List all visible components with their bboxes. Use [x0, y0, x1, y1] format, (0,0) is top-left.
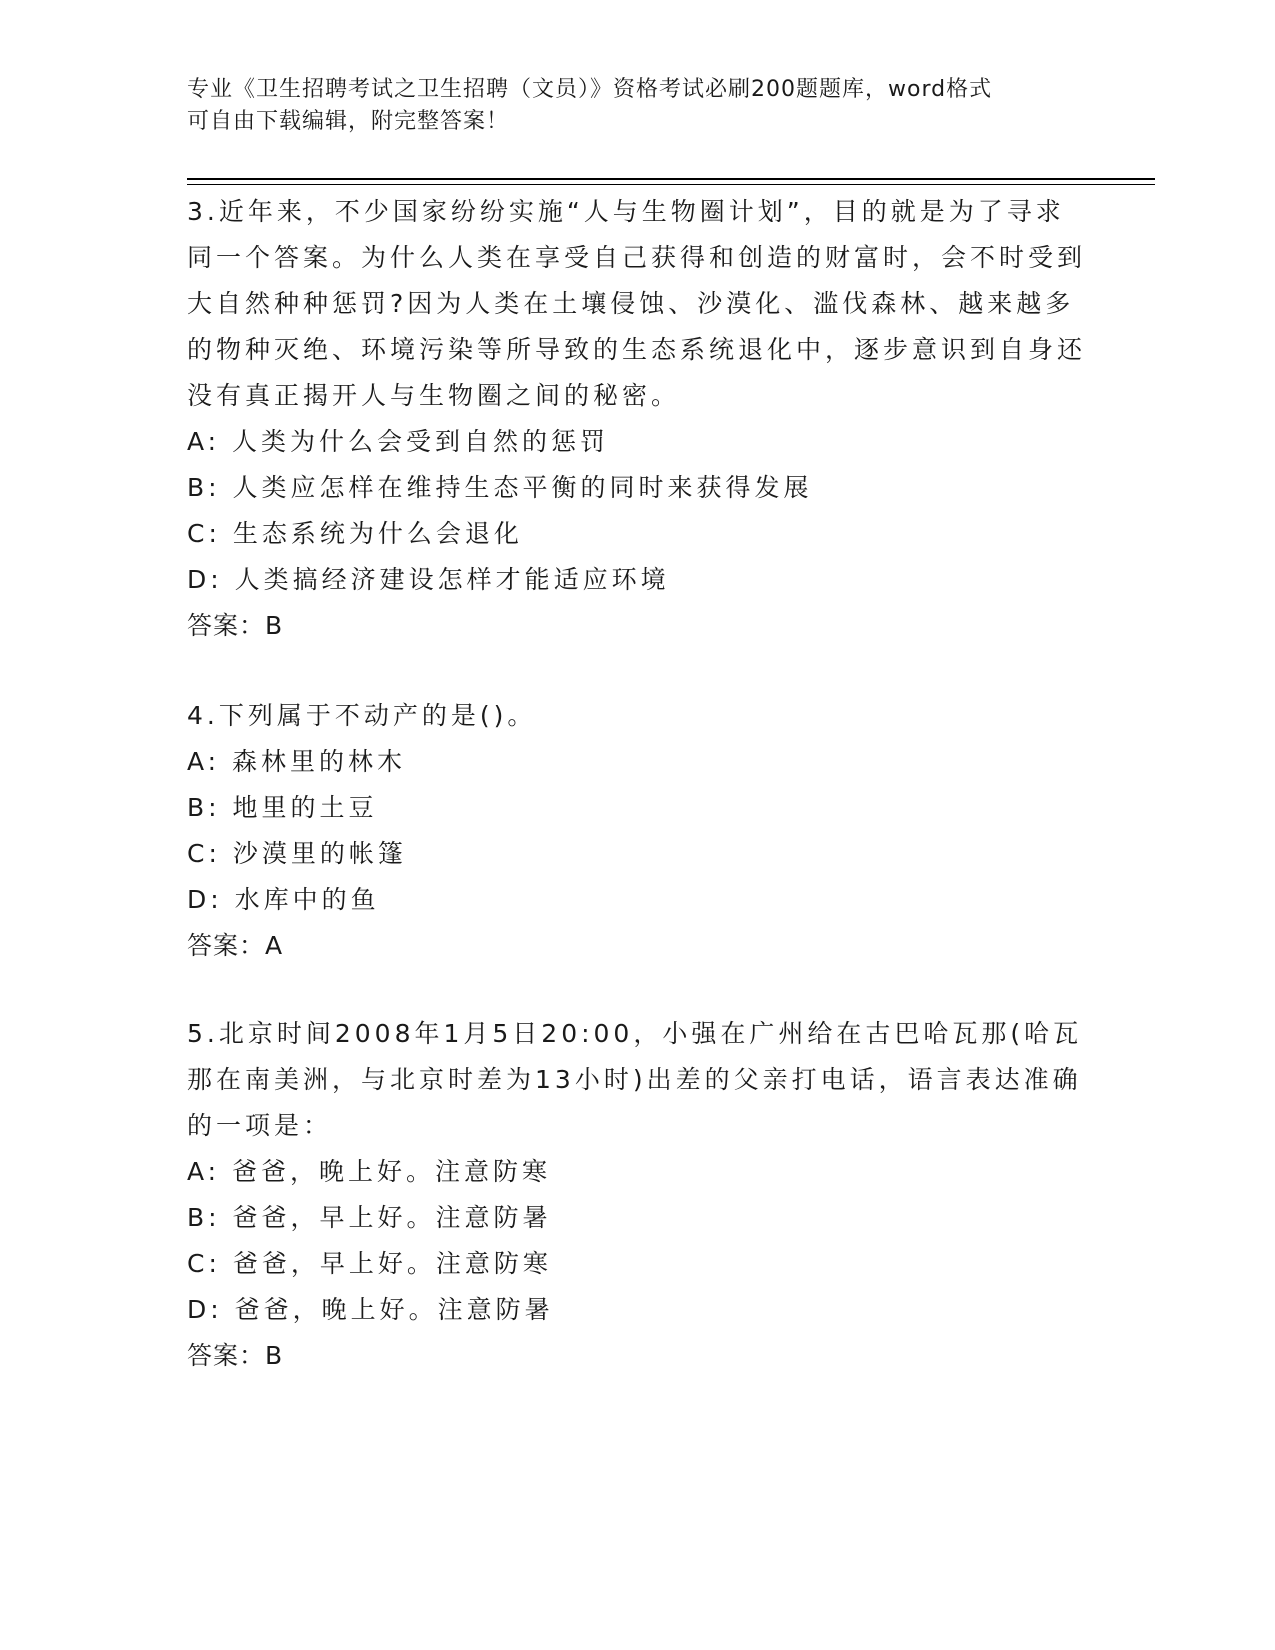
- option-b: B: 爸爸，早上好。注意防暑: [187, 1203, 552, 1232]
- question-3: [187, 189, 1087, 649]
- answer-line: 答案：B: [187, 1341, 284, 1370]
- option-c: C: 沙漠里的帐篷: [187, 839, 407, 868]
- document-header: [187, 74, 1067, 138]
- question-5: [187, 1011, 1087, 1379]
- option-b: B: 地里的土豆: [187, 793, 378, 822]
- question-4: [187, 693, 1087, 969]
- question-stem: 4.下列属于不动产的是()。: [187, 701, 537, 730]
- header-line-2: 可自由下载编辑，附完整答案！: [187, 109, 510, 134]
- option-c: C: 爸爸，早上好。注意防寒: [187, 1249, 552, 1278]
- header-divider-thin: [187, 184, 1155, 185]
- question-stem: 5.北京时间2008年1月5日20:00，小强在广州给在古巴哈瓦那(哈瓦那在南美洲，与北京时差为13小时)出差的父亲打电话，语言表达准确的一项是：: [187, 1019, 1083, 1140]
- option-a: A: 爸爸，晚上好。注意防寒: [187, 1157, 552, 1186]
- option-a: A: 人类为什么会受到自然的惩罚: [187, 427, 610, 456]
- option-b: B: 人类应怎样在维持生态平衡的同时来获得发展: [187, 473, 813, 502]
- question-stem: 3.近年来，不少国家纷纷实施“人与生物圈计划”，目的就是为了寻求同一个答案。为什么人类在享受自己获得和创造的财富时，会不时受到大自然种种惩罚?因为人类在土壤侵蚀、沙漠化、滥伐森林、越来越多的物种灭绝、环境污染等所导致的生态系统退化中，逐步意识到自身还没有真正揭开人与生物圈之间的秘密。: [187, 197, 1087, 410]
- option-d: D: 人类搞经济建设怎样才能适应环境: [187, 565, 670, 594]
- option-d: D: 水库中的鱼: [187, 885, 380, 914]
- option-c: C: 生态系统为什么会退化: [187, 519, 523, 548]
- answer-line: 答案：B: [187, 611, 284, 640]
- option-a: A: 森林里的林木: [187, 747, 407, 776]
- header-line-1: 专业《卫生招聘考试之卫生招聘（文员）》资格考试必刷200题题库，word格式: [187, 77, 993, 102]
- answer-line: 答案：A: [187, 931, 284, 960]
- option-d: D: 爸爸，晚上好。注意防暑: [187, 1295, 554, 1324]
- header-divider-thick: [187, 178, 1155, 180]
